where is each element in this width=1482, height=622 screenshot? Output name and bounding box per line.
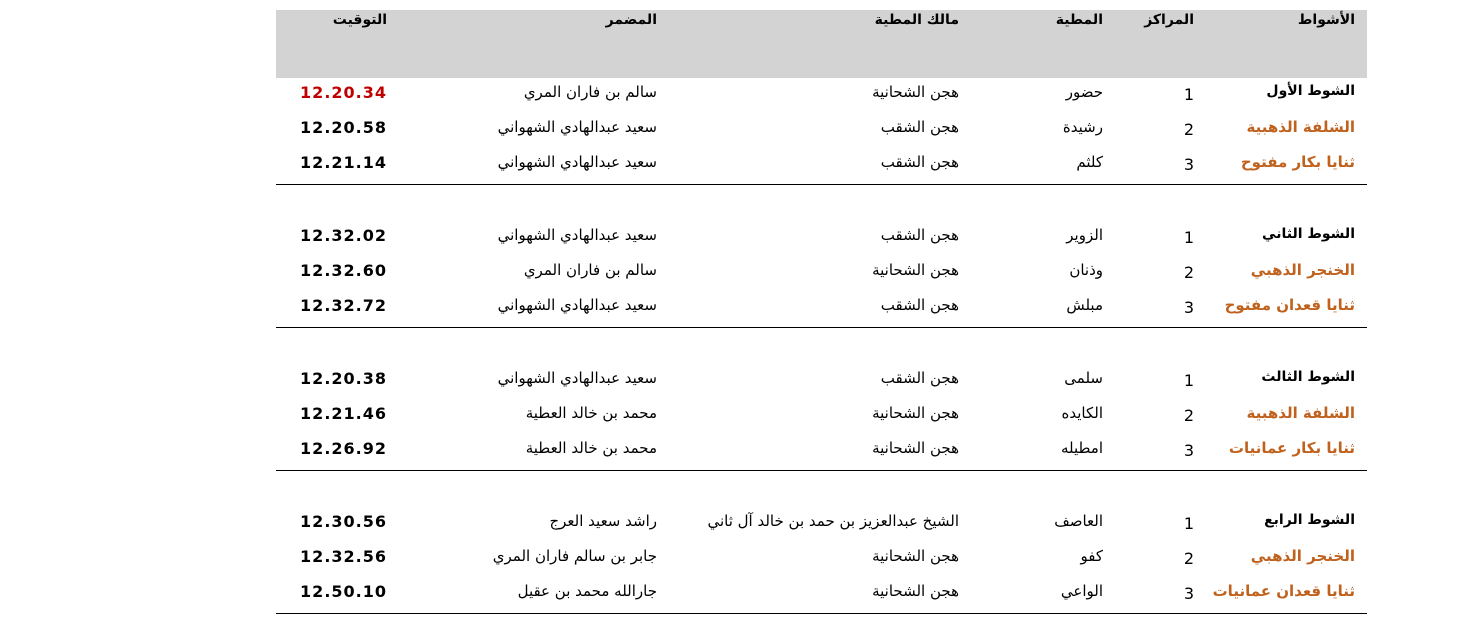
owner-cell: هجن الشحانية — [872, 404, 959, 422]
table-row — [276, 256, 1367, 291]
time-cell: 12.32.72 — [300, 296, 387, 315]
round-cell: ثنايا بكار مفتوح — [1240, 153, 1355, 171]
owner-cell: هجن الشقب — [880, 226, 959, 244]
camel-cell: مبلش — [1066, 296, 1103, 314]
round-cell: الشوط الرابع — [1264, 512, 1355, 528]
round-cell: ثنايا قعدان عمانيات — [1212, 582, 1355, 600]
header-rank: المراكز — [1144, 12, 1194, 28]
trainer-cell: راشد سعيد العرج — [549, 512, 657, 530]
camel-cell: الزوير — [1066, 226, 1103, 244]
camel-cell: حضور — [1065, 83, 1103, 101]
camel-cell: سلمى — [1064, 369, 1103, 387]
race-group — [276, 78, 1367, 185]
rank-cell: 1 — [1183, 371, 1194, 390]
table-row — [276, 577, 1367, 612]
time-cell: 12.50.10 — [300, 582, 387, 601]
camel-cell: الكايده — [1061, 404, 1103, 422]
round-cell: الشوط الثاني — [1262, 226, 1355, 242]
camel-cell: كلثم — [1076, 153, 1103, 171]
header-round: الأشواط — [1297, 12, 1355, 28]
time-cell: 12.32.60 — [300, 261, 387, 280]
table-row — [276, 113, 1367, 148]
rank-cell: 1 — [1183, 85, 1194, 104]
rank-cell: 2 — [1183, 263, 1194, 282]
rank-cell: 3 — [1183, 155, 1194, 174]
time-cell: 12.30.56 — [300, 512, 387, 531]
round-cell: الخنجر الذهبي — [1250, 547, 1355, 565]
time-cell: 12.20.34 — [300, 83, 387, 102]
race-group — [276, 221, 1367, 328]
trainer-cell: جارالله محمد بن عقيل — [517, 582, 657, 600]
trainer-cell: سعيد عبدالهادي الشهواني — [497, 226, 657, 244]
owner-cell: هجن الشحانية — [872, 83, 959, 101]
rank-cell: 2 — [1183, 120, 1194, 139]
owner-cell: هجن الشحانية — [872, 439, 959, 457]
camel-cell: الواعي — [1060, 582, 1103, 600]
camel-cell: رشيدة — [1062, 118, 1103, 136]
camel-cell: وذنان — [1069, 261, 1103, 279]
table-row — [276, 364, 1367, 399]
header-camel: المطية — [1055, 12, 1103, 28]
owner-cell: هجن الشقب — [880, 296, 959, 314]
time-cell: 12.20.38 — [300, 369, 387, 388]
table-row — [276, 221, 1367, 256]
trainer-cell: سعيد عبدالهادي الشهواني — [497, 296, 657, 314]
trainer-cell: سعيد عبدالهادي الشهواني — [497, 118, 657, 136]
results-table — [276, 10, 1367, 614]
trainer-cell: سعيد عبدالهادي الشهواني — [497, 153, 657, 171]
time-cell: 12.21.46 — [300, 404, 387, 423]
table-row — [276, 507, 1367, 542]
header-owner: مالك المطية — [874, 12, 959, 28]
rank-cell: 2 — [1183, 549, 1194, 568]
table-row — [276, 291, 1367, 326]
owner-cell: هجن الشقب — [880, 369, 959, 387]
round-cell: الشلفة الذهبية — [1246, 118, 1355, 136]
rank-cell: 3 — [1183, 441, 1194, 460]
trainer-cell: سعيد عبدالهادي الشهواني — [497, 369, 657, 387]
trainer-cell: محمد بن خالد العطية — [525, 404, 657, 422]
trainer-cell: جابر بن سالم فاران المري — [492, 547, 657, 565]
owner-cell: هجن الشحانية — [872, 582, 959, 600]
rank-cell: 3 — [1183, 298, 1194, 317]
results-body — [276, 78, 1367, 614]
round-cell: الخنجر الذهبي — [1250, 261, 1355, 279]
camel-cell: كفو — [1080, 547, 1103, 565]
rank-cell: 2 — [1183, 406, 1194, 425]
round-cell: ثنايا بكار عمانيات — [1228, 439, 1355, 457]
header-time: التوقيت — [332, 12, 387, 28]
table-row — [276, 542, 1367, 577]
owner-cell: هجن الشقب — [880, 153, 959, 171]
round-cell: الشلفة الذهبية — [1246, 404, 1355, 422]
owner-cell: هجن الشحانية — [872, 547, 959, 565]
race-group — [276, 364, 1367, 471]
table-row — [276, 434, 1367, 469]
owner-cell: الشيخ عبدالعزيز بن حمد بن خالد آل ثاني — [707, 512, 959, 530]
owner-cell: هجن الشحانية — [872, 261, 959, 279]
header-trainer: المضمر — [605, 12, 657, 28]
round-cell: ثنايا قعدان مفتوح — [1224, 296, 1355, 314]
time-cell: 12.32.56 — [300, 547, 387, 566]
table-header — [276, 10, 1367, 78]
race-group — [276, 507, 1367, 614]
rank-cell: 1 — [1183, 228, 1194, 247]
table-row — [276, 78, 1367, 113]
camel-cell: العاصف — [1054, 512, 1103, 530]
time-cell: 12.32.02 — [300, 226, 387, 245]
table-row — [276, 399, 1367, 434]
round-cell: الشوط الأول — [1266, 83, 1355, 99]
trainer-cell: سالم بن فاران المري — [523, 261, 657, 279]
trainer-cell: سالم بن فاران المري — [523, 83, 657, 101]
round-cell: الشوط الثالث — [1261, 369, 1355, 385]
time-cell: 12.26.92 — [300, 439, 387, 458]
trainer-cell: محمد بن خالد العطية — [525, 439, 657, 457]
time-cell: 12.21.14 — [300, 153, 387, 172]
table-row — [276, 148, 1367, 183]
camel-cell: امطيله — [1060, 439, 1103, 457]
owner-cell: هجن الشقب — [880, 118, 959, 136]
rank-cell: 1 — [1183, 514, 1194, 533]
time-cell: 12.20.58 — [300, 118, 387, 137]
rank-cell: 3 — [1183, 584, 1194, 603]
